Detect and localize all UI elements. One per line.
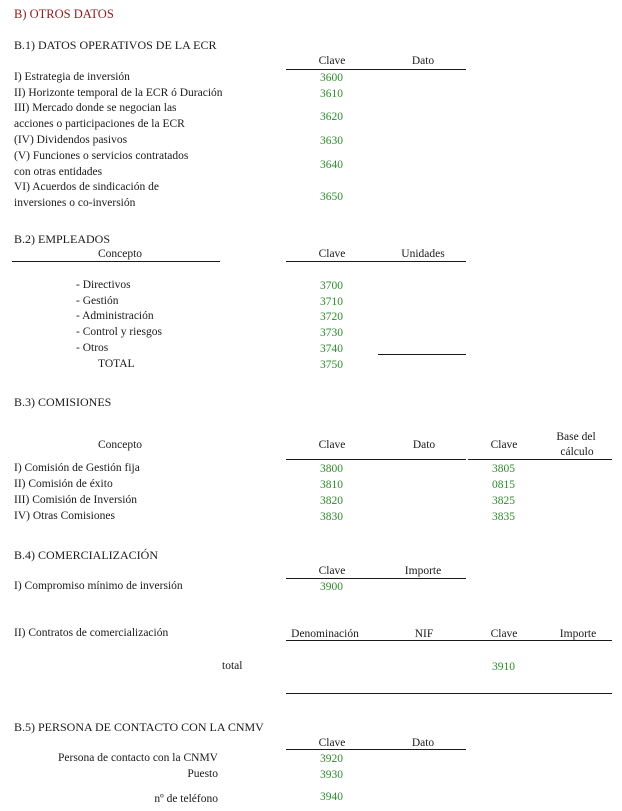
b1-row-label-cont: con otras entidades	[14, 166, 103, 178]
b4-col-importe: Importe	[404, 565, 442, 577]
b2-row-label: - Control y riesgos	[76, 326, 162, 338]
b2-row-label: - Directivos	[76, 279, 131, 291]
b5-row-label: nº de teléfono	[154, 793, 218, 805]
b2-row-label: - Administración	[76, 310, 154, 322]
b2-row-code: 3700	[320, 280, 343, 292]
b2-total-label: TOTAL	[98, 358, 135, 370]
section-b2-heading: B.2) EMPLEADOS	[14, 232, 111, 246]
b4-total-rule	[286, 693, 612, 694]
b2-row-code: 3710	[320, 296, 343, 308]
b1-row-label-cont: inversiones o co-inversión	[14, 197, 136, 209]
section-b1-heading: B.1) DATOS OPERATIVOS DE LA ECR	[14, 38, 217, 52]
b4-row2-label: II) Contratos de comercialización	[14, 627, 169, 639]
b4-col-denominacion: Denominación	[291, 628, 359, 640]
b3-row-code: 3800	[320, 463, 343, 475]
b1-row-code: 3640	[320, 159, 343, 171]
section-b3-heading: B.3) COMISIONES	[14, 395, 112, 409]
b4-col-importe-2: Importe	[559, 628, 597, 640]
b1-row-code: 3650	[320, 191, 343, 203]
b5-row-label: Puesto	[187, 768, 218, 780]
b3-col-clave: Clave	[318, 439, 346, 451]
b4-contracts-header-rule	[286, 640, 612, 641]
b3-col-concepto: Concepto	[97, 439, 143, 451]
section-b4-heading: B.4) COMERCIALIZACIÓN	[14, 548, 158, 562]
b3-row-code: 3810	[320, 479, 343, 491]
b3-col-clave-2: Clave	[490, 439, 518, 451]
b3-row-code-2: 3825	[492, 495, 515, 507]
b1-row-label: I) Estrategia de inversión	[14, 71, 130, 83]
b2-col-clave: Clave	[318, 248, 346, 260]
b2-row-label: - Gestión	[76, 295, 119, 307]
b5-header-rule	[286, 749, 466, 750]
b4-row1-label: I) Compromiso mínimo de inversión	[14, 580, 183, 592]
b3-row-code-2: 3805	[492, 463, 515, 475]
b3-header-rule	[286, 459, 466, 460]
b4-col-nif: NIF	[414, 628, 434, 640]
b5-col-dato: Dato	[411, 737, 435, 749]
b1-row-label: VI) Acuerdos de sindicación de	[14, 181, 159, 193]
b4-header-rule	[286, 578, 466, 579]
b5-row-code: 3940	[320, 791, 343, 803]
b5-col-clave: Clave	[318, 737, 346, 749]
b1-row-label: II) Horizonte temporal de la ECR ó Duración	[14, 87, 223, 99]
b1-row-label: III) Mercado donde se negocian las	[14, 102, 177, 114]
b1-row-code: 3610	[320, 88, 343, 100]
b5-row-code: 3930	[320, 769, 343, 781]
b3-col-base-line1: Base del	[556, 431, 596, 443]
page-title: B) OTROS DATOS	[14, 7, 114, 21]
b2-col-unidades: Unidades	[401, 248, 445, 260]
b1-row-label: (V) Funciones o servicios contratados	[14, 150, 189, 162]
b3-row-label: III) Comisión de Inversión	[14, 494, 137, 506]
b1-row-code: 3600	[320, 72, 343, 84]
b4-col-clave: Clave	[318, 565, 346, 577]
section-b5-heading: B.5) PERSONA DE CONTACTO CON LA CNMV	[14, 720, 264, 734]
b3-col-base-line2: cálculo	[560, 446, 594, 458]
b5-row-label: Persona de contacto con la CNMV	[57, 752, 218, 764]
b2-row-code: 3740	[320, 343, 343, 355]
b1-row-code: 3630	[320, 135, 343, 147]
b4-total-label: total	[222, 660, 243, 672]
b3-row-label: II) Comisión de éxito	[14, 478, 113, 490]
b1-row-label-cont: acciones o participaciones de la ECR	[14, 118, 185, 130]
b4-row1-code: 3900	[320, 581, 343, 593]
b3-row-code: 3830	[320, 511, 343, 523]
b3-col-dato: Dato	[412, 439, 436, 451]
b1-row-label: (IV) Dividendos pasivos	[14, 134, 128, 146]
b3-row-label: I) Comisión de Gestión fija	[14, 462, 140, 474]
b2-row-code: 3720	[320, 311, 343, 323]
b2-concepto-rule	[12, 261, 220, 262]
b4-total-code: 3910	[492, 661, 515, 673]
b3-row-code: 3820	[320, 495, 343, 507]
b1-col-dato: Dato	[411, 55, 435, 67]
b1-col-clave: Clave	[318, 55, 346, 67]
b4-col-clave-2: Clave	[490, 628, 518, 640]
b3-row-code-2: 0815	[492, 479, 515, 491]
b2-col-concepto: Concepto	[97, 248, 143, 260]
b1-row-code: 3620	[320, 111, 343, 123]
b3-header-rule-2	[468, 459, 612, 460]
b2-row-label: - Otros	[76, 342, 109, 354]
b2-total-rule	[378, 354, 466, 355]
b1-header-rule	[286, 69, 466, 70]
b2-row-code: 3730	[320, 327, 343, 339]
b2-row-code: 3750	[320, 359, 343, 371]
b3-row-code-2: 3835	[492, 511, 515, 523]
b5-row-code: 3920	[320, 753, 343, 765]
b3-row-label: IV) Otras Comisiones	[14, 510, 115, 522]
b2-header-rule	[286, 261, 466, 262]
